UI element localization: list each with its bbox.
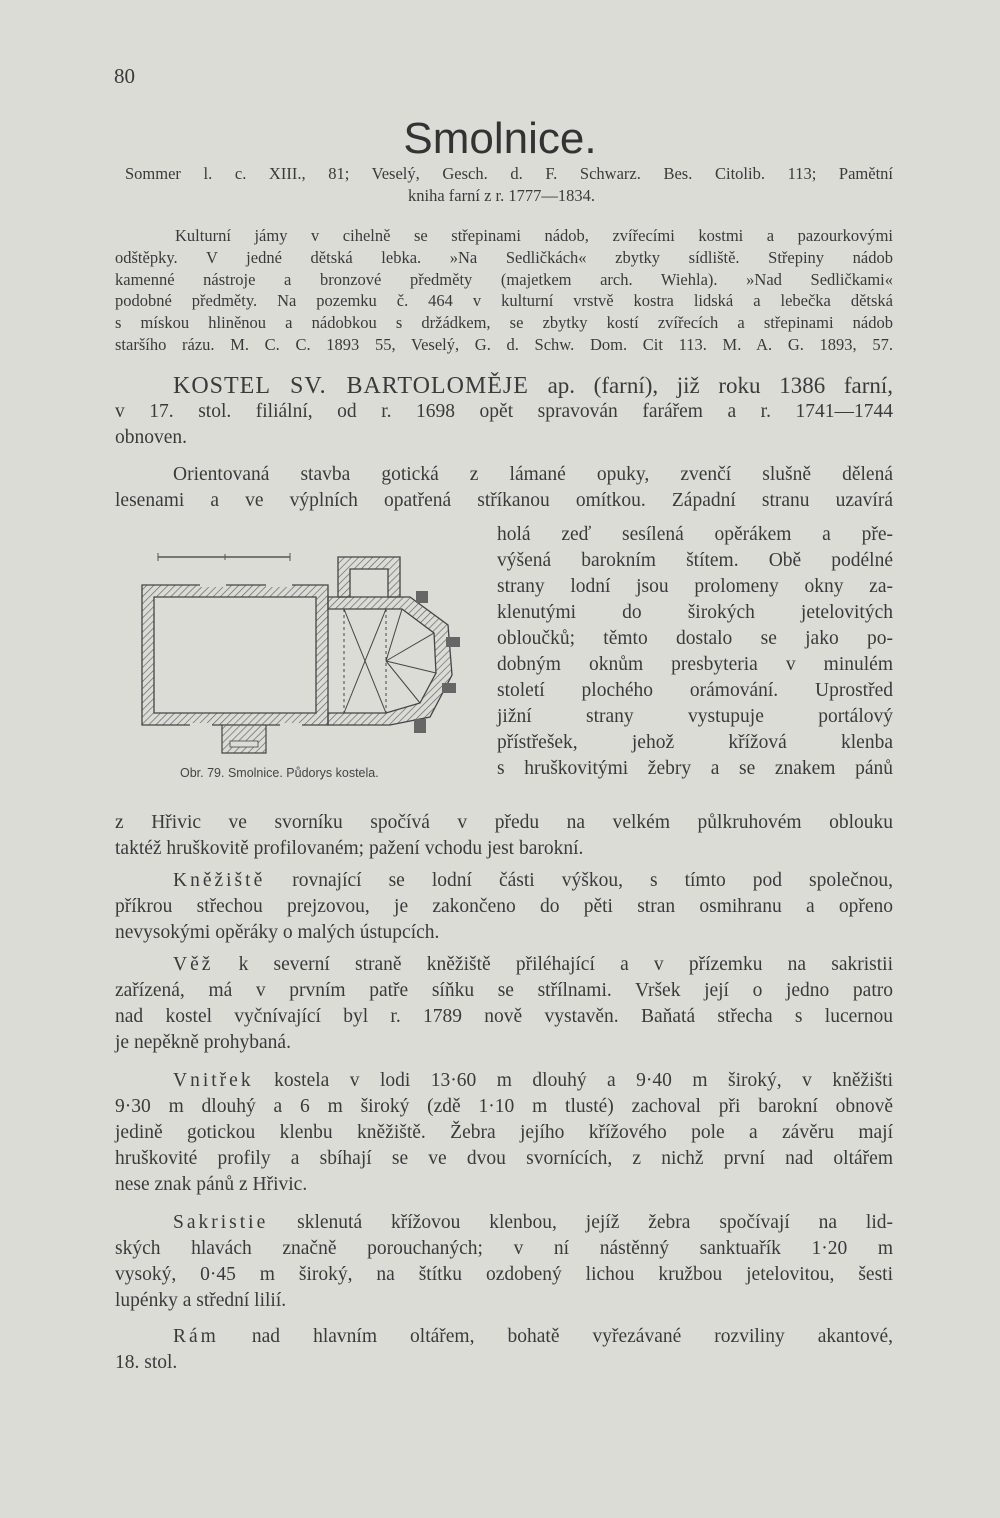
sakristie-line — [115, 1210, 893, 1236]
right-column-line: dobným oknům presbyteria v minulém — [497, 654, 893, 675]
sakristie-line: lupénky a střední lilií. — [115, 1290, 287, 1311]
vez-paragraph — [115, 952, 893, 1056]
vez-text: k severní straně kněžiště přiléhající a v přízemku na sakristii — [238, 954, 893, 975]
archaeology-line: odštěpky. V jedné dětská lebka. »Na Sedličkách« zbytky sídliště. Střepiny nádob — [115, 247, 893, 267]
right-column-line: holá zeď sesílená opěrákem a pře- — [497, 524, 893, 545]
right-column-line: strany lodní jsou prolomeny okny za- — [497, 576, 893, 597]
sakristie-line: ských hlavách značně porouchaných; v ní nástěnný sanktuařík 1·20 m — [115, 1238, 893, 1259]
sakristie-line: vysoký, 0·45 m široký, na štítku ozdobený lichou kružbou jetelovitou, šesti — [115, 1264, 893, 1285]
sakristie-text: sklenutá křížovou klenbou, jejíž žebra spočívají na lid- — [297, 1212, 894, 1233]
sakristie-lead: Sakristie — [173, 1212, 269, 1233]
ram-text: nad hlavním oltářem, bohatě vyřezávané rozviliny akantové, — [251, 1326, 894, 1347]
church-heading-line: v 17. stol. filiální, od r. 1698 opět spravován farářem a r. 1741—1744 — [115, 401, 893, 422]
page-title: Smolnice. — [403, 114, 597, 163]
portal-paragraph — [115, 810, 893, 862]
archaeology-paragraph — [115, 225, 893, 356]
interior-line: 9·30 m dlouhý a 6 m široký (zdě 1·10 m tlusté) zachoval při barokní obnově — [115, 1096, 893, 1117]
right-column-line: století plochého orámování. Uprostřed — [497, 680, 893, 701]
vez-line — [115, 952, 893, 978]
figure-caption: Obr. 79. Smolnice. Půdorys kostela. — [180, 766, 379, 780]
sources-line: Sommer l. c. XIII., 81; Veselý, Gesch. d. F. Schwarz. Bes. Citolib. 113; Pamětní — [125, 164, 893, 183]
church-heading-rest: ap. (farní), již roku 1386 farní, — [547, 373, 893, 398]
right-column-line: klenutými do širokých jetelovitých — [497, 602, 893, 623]
orientation-paragraph — [115, 462, 893, 514]
interior-text: kostela v lodi 13·60 m dlouhý a 9·40 m široký, v kněžišti — [274, 1070, 894, 1091]
interior-lead: Vnitřek — [173, 1070, 254, 1091]
portal-line: taktéž hruškovitě profilovaném; pažení vchodu jest barokní. — [115, 838, 584, 859]
ram-line: 18. stol. — [115, 1352, 178, 1373]
kneziste-text: rovnající se lodní části výškou, s tímto pod společnou, — [292, 870, 893, 891]
church-heading-line — [115, 373, 893, 399]
archaeology-line: Kulturní jámy v cihelně se střepinami nádob, zvířecími kostmi a pazourkovými — [175, 226, 893, 245]
vez-line: zařízená, má v prvním patře síňku se střílnami. Vršek její o jedno patro — [115, 980, 893, 1001]
vez-line: nad kostel vyčnívající byl r. 1789 nově vystavěn. Baňatá střecha s lucernou — [115, 1006, 893, 1027]
church-floor-plan — [130, 545, 480, 785]
sources-line: kniha farní z r. 1777—1834. — [408, 185, 595, 205]
archaeology-line: s mískou hliněnou a nádobkou s držádkem, se zbytky kostí zvířecích a střepinami nádob — [115, 313, 893, 333]
kneziste-line — [115, 868, 893, 894]
church-name: KOSTEL SV. BARTOLOMĚJE — [173, 373, 529, 399]
right-column-paragraph — [497, 522, 893, 782]
kneziste-lead: Kněžiště — [173, 870, 266, 891]
ram-paragraph — [115, 1324, 893, 1376]
page-number: 80 — [114, 64, 135, 88]
church-heading-line: obnoven. — [115, 427, 188, 448]
orientation-line: Orientovaná stavba gotická z lámané opuky, zvenčí slušně dělená — [173, 464, 893, 485]
right-column-line: s hruškovitými žebry a se znakem pánů — [497, 758, 893, 779]
portal-line: z Hřivic ve svorníku spočívá v předu na velkém půlkruhovém oblouku — [115, 812, 893, 833]
right-column-line: výšená barokním štítem. Obě podélné — [497, 550, 893, 571]
kneziste-line: příkrou střechou prejzovou, je zakončeno do pěti stran osmihranu a opřeno — [115, 896, 893, 917]
kneziste-line: nevysokými opěráky o malých ústupcích. — [115, 922, 440, 943]
interior-line: nese znak pánů z Hřivic. — [115, 1174, 308, 1195]
right-column-line: jižní strany vystupuje portálový — [497, 706, 893, 727]
church-heading-paragraph — [115, 373, 893, 451]
right-column-line: obloučků; těmto dostalo se jako po- — [497, 628, 893, 649]
kneziste-paragraph — [115, 868, 893, 946]
interior-line: jedině gotickou klenbu kněžiště. Žebra jejího křížového pole a závěru mají — [115, 1122, 893, 1143]
interior-line — [115, 1068, 893, 1094]
interior-line: hruškovité profily a sbíhají se ve dvou svornících, z nichž první nad oltářem — [115, 1148, 893, 1169]
vez-line: je nepěkně prohybaná. — [115, 1032, 291, 1053]
archaeology-line: staršího rázu. M. C. C. 1893 55, Veselý, G. d. Schw. Dom. Cit 113. M. A. G. 1893, 57. — [115, 334, 893, 354]
ram-lead: Rám — [173, 1326, 219, 1347]
sources-paragraph — [115, 163, 893, 207]
orientation-line: lesenami a ve výplních opatřená stříkanou omítkou. Západní stranu uzavírá — [115, 490, 893, 511]
archaeology-line: kamenné nástroje a bronzové předměty (majetkem arch. Wiehla). »Nad Sedličkami« — [115, 269, 893, 289]
archaeology-line: podobné předměty. Na pozemku č. 464 v kulturní vrstvě kostra lidská a lebečka dětská — [115, 291, 893, 311]
vez-lead: Věž — [173, 954, 214, 975]
interior-paragraph — [115, 1068, 893, 1198]
sakristie-paragraph — [115, 1210, 893, 1314]
right-column-line: přístřešek, jehož křížová klenba — [497, 732, 893, 753]
ram-line — [115, 1324, 893, 1350]
